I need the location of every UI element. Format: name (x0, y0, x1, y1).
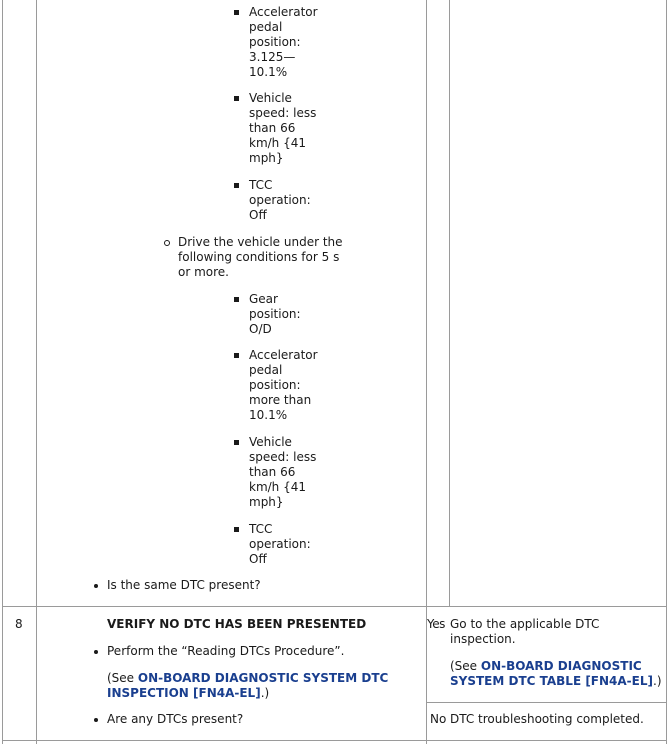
see-prefix: (See (107, 671, 138, 685)
table-border-left (2, 0, 3, 744)
answer-yes-see-reference (450, 659, 662, 689)
column-divider-answer (449, 0, 450, 606)
see-suffix: .) (260, 686, 270, 700)
link-onboard-dtc-table-cont[interactable]: SYSTEM DTC TABLE [FN4A-EL] (450, 674, 653, 688)
condition-line: mph} (249, 151, 284, 165)
see-suffix: .) (653, 674, 662, 688)
condition-line: Vehicle (249, 91, 292, 105)
action-line: Go to the applicable DTC (450, 617, 600, 631)
condition-line: than 66 (249, 465, 296, 479)
bullet-icon (94, 718, 98, 722)
condition-line: 10.1% (249, 65, 288, 79)
condition-line: km/h {41 (249, 136, 307, 150)
answer-no-action: DTC troubleshooting completed. (450, 712, 644, 726)
link-onboard-dtc-table[interactable]: ON-BOARD DIAGNOSTIC (480, 659, 642, 673)
square-bullet-icon (234, 440, 239, 445)
condition-line: pedal (249, 363, 283, 377)
see-prefix: (See (450, 659, 481, 673)
bullet-icon (94, 584, 98, 588)
square-bullet-icon (234, 183, 239, 188)
condition-line: Gear (249, 292, 278, 306)
instruction-line: Drive the vehicle under the (178, 235, 343, 249)
bullet-icon (94, 650, 98, 654)
column-divider-step (36, 0, 37, 744)
condition-line: 10.1% (249, 408, 288, 422)
answer-yes-label: Yes (427, 617, 445, 631)
condition-line: Vehicle (249, 435, 292, 449)
instruction-line: or more. (178, 265, 229, 279)
column-divider-action (426, 0, 427, 744)
step-number: 8 (15, 617, 23, 631)
circle-bullet-icon (164, 240, 170, 246)
see-reference (107, 671, 388, 701)
condition-line: km/h {41 (249, 480, 307, 494)
answer-yes-action (450, 617, 599, 647)
condition-line: Off (249, 552, 267, 566)
condition-line: mph} (249, 495, 284, 509)
condition-line: position: (249, 35, 301, 49)
link-onboard-dtc-inspection[interactable]: ON-BOARD DIAGNOSTIC SYSTEM DTC (137, 671, 389, 685)
condition-line: speed: less (249, 106, 317, 120)
condition-line: 3.125— (249, 50, 296, 64)
square-bullet-icon (234, 96, 239, 101)
condition-line: TCC (249, 178, 273, 192)
question-text: Are any DTCs present? (107, 712, 244, 726)
question-text: Is the same DTC present? (107, 578, 261, 592)
condition-line: more than (249, 393, 312, 407)
condition-line: position: (249, 307, 301, 321)
table-border-bottom (2, 740, 667, 741)
instruction-line: following conditions for 5 s (178, 250, 340, 264)
condition-line: pedal (249, 20, 283, 34)
square-bullet-icon (234, 10, 239, 15)
square-bullet-icon (234, 353, 239, 358)
link-onboard-dtc-inspection-cont[interactable]: INSPECTION [FN4A-EL] (107, 686, 261, 700)
condition-line: O/D (249, 322, 272, 336)
condition-line: Accelerator (249, 5, 318, 19)
condition-line: operation: (249, 193, 311, 207)
condition-line: speed: less (249, 450, 317, 464)
action-line: inspection. (450, 632, 516, 646)
condition-line: operation: (249, 537, 311, 551)
condition-line: position: (249, 378, 301, 392)
condition-line: Accelerator (249, 348, 318, 362)
step-title: VERIFY NO DTC HAS BEEN PRESENTED (107, 617, 367, 631)
square-bullet-icon (234, 527, 239, 532)
condition-line: TCC (249, 522, 273, 536)
table-border-right (666, 0, 667, 744)
row-divider-yes-no (426, 702, 667, 703)
square-bullet-icon (234, 297, 239, 302)
condition-line: than 66 (249, 121, 296, 135)
answer-no-label: No (430, 712, 447, 726)
row-divider-step8 (2, 606, 667, 607)
bullet-text: Perform the “Reading DTCs Procedure”. (107, 644, 345, 658)
condition-line: Off (249, 208, 267, 222)
